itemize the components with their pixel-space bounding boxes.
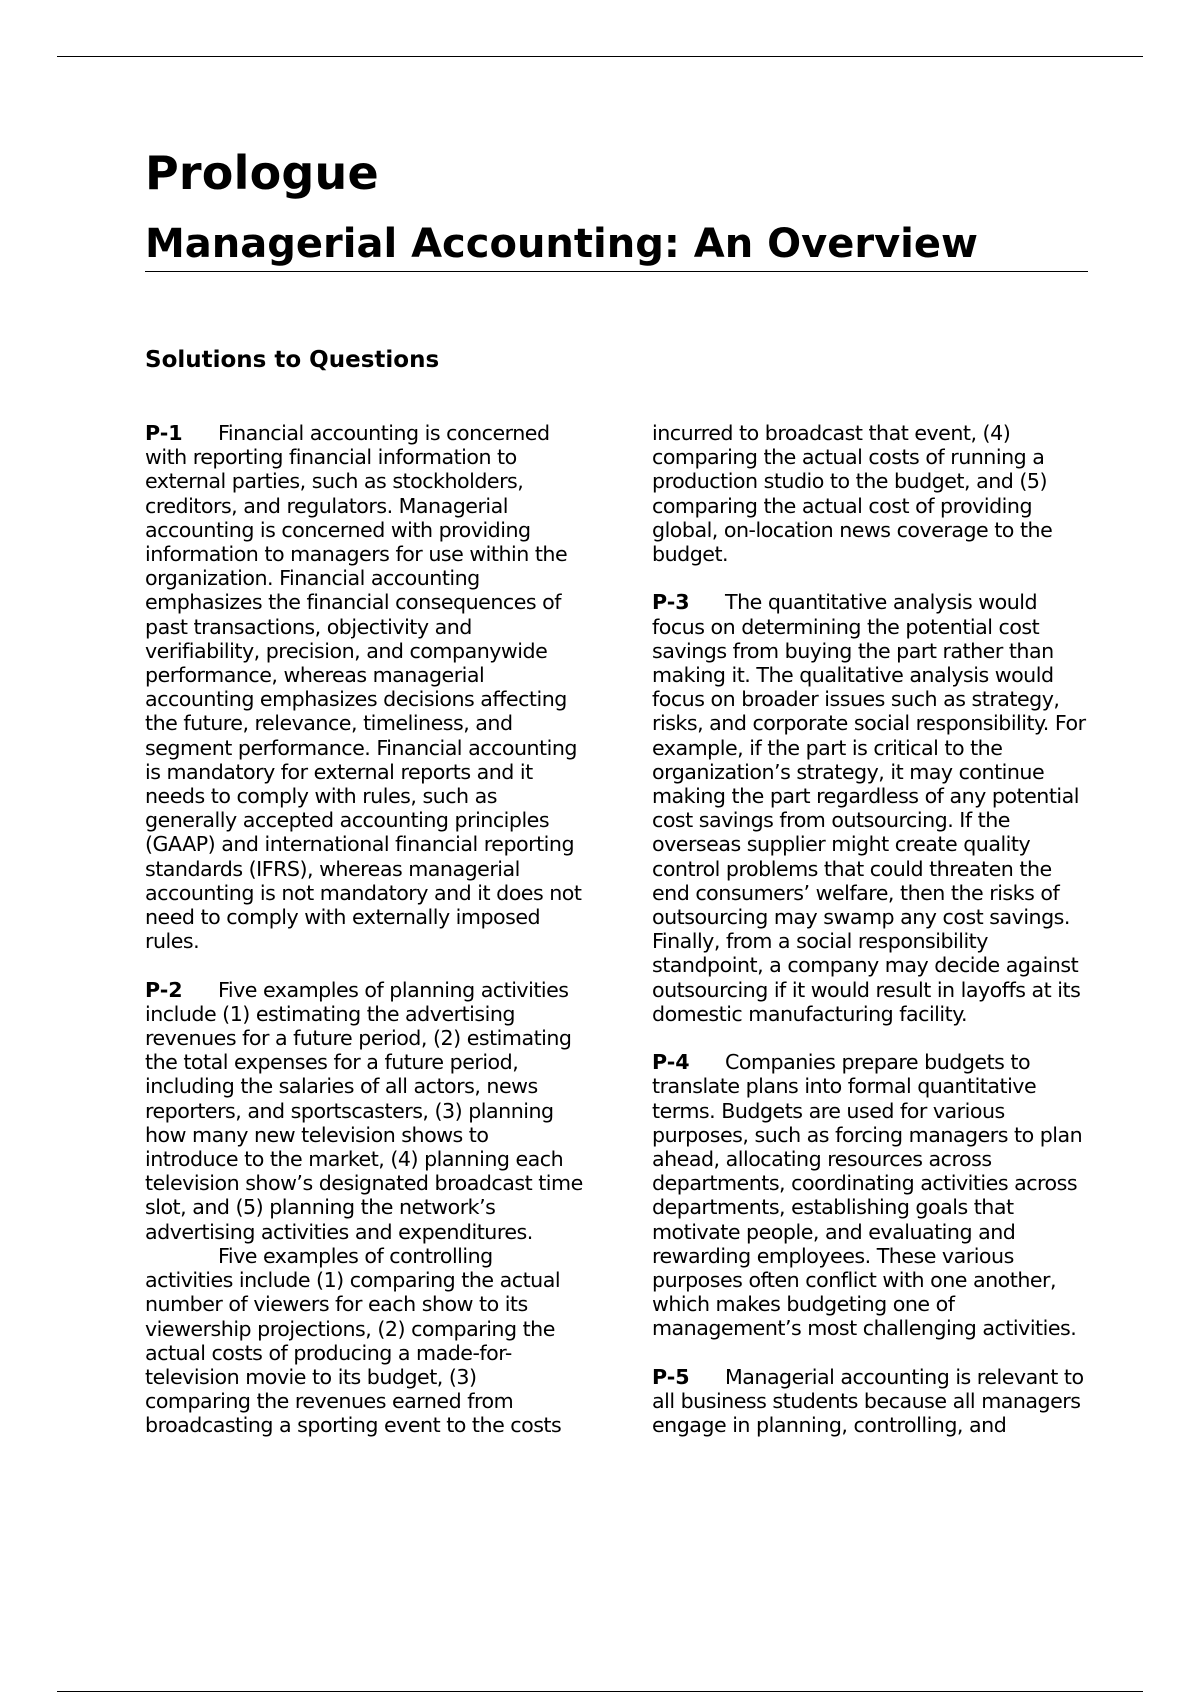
text-line: production studio to the budget, and (5) — [652, 469, 1048, 494]
question-first-line: P-1 Financial accounting is concerned — [145, 421, 550, 445]
text-line: organization’s strategy, it may continue — [652, 759, 1045, 784]
text-line: outsourcing if it would result in layoffs at its — [652, 977, 1081, 1002]
text-line: reporters, and sportscasters, (3) planning — [145, 1098, 554, 1123]
text-line: (GAAP) and international financial reporting — [145, 832, 575, 857]
text-line: savings from buying the part rather than — [652, 638, 1054, 663]
question-number: P-5 — [652, 1364, 690, 1389]
question-p2-continued — [652, 421, 1098, 566]
question-first-line: P-3 The quantitative analysis would — [652, 590, 1038, 615]
text-line: focus on determining the potential cost — [652, 614, 1040, 639]
text-line: end consumers’ welfare, then the risks of — [652, 880, 1060, 905]
text-line: which makes budgeting one of — [652, 1292, 955, 1317]
text-line: rewarding employees. These various — [652, 1243, 1014, 1268]
question-first-line: P-4 Companies prepare budgets to — [652, 1050, 1031, 1075]
text-line: management’s most challenging activities. — [652, 1316, 1077, 1341]
chapter-subtitle: Managerial Accounting: An Overview — [145, 221, 1088, 272]
text-line: including the salaries of all actors, news — [145, 1074, 538, 1099]
text-line: translate plans into formal quantitative — [652, 1074, 1037, 1099]
text-line: television show’s designated broadcast time — [145, 1171, 583, 1196]
text-line: slot, and (5) planning the network’s — [145, 1195, 496, 1220]
text-line: departments, coordinating activities across — [652, 1171, 1078, 1196]
bottom-rule — [57, 1691, 1143, 1692]
text-line: comparing the actual costs of running a — [652, 445, 1045, 470]
text-line: with reporting financial information to — [145, 445, 517, 470]
text-line: engage in planning, controlling, and — [652, 1413, 1007, 1438]
question-number: P-4 — [652, 1050, 690, 1075]
text-line: segment performance. Financial accounting — [145, 735, 577, 760]
text-line: making the part regardless of any potential — [652, 784, 1079, 809]
text-line: external parties, such as stockholders, — [145, 469, 524, 494]
text-line: comparing the revenues earned from — [145, 1389, 514, 1414]
text-line: standards (IFRS), whereas managerial — [145, 856, 520, 881]
question-number: P-2 — [145, 977, 183, 1002]
text-line: ahead, allocating resources across — [652, 1147, 992, 1172]
top-rule — [57, 56, 1143, 57]
text-line: example, if the part is critical to the — [652, 735, 1003, 760]
text-line: standpoint, a company may decide against — [652, 953, 1079, 978]
text-line: making it. The qualitative analysis would — [652, 663, 1054, 688]
text-line: advertising activities and expenditures. — [145, 1219, 533, 1244]
text-line: past transactions, objectivity and — [145, 614, 472, 639]
text-line: purposes, such as forcing managers to plan — [652, 1122, 1083, 1147]
question-p5 — [652, 1365, 1098, 1438]
text-line: organization. Financial accounting — [145, 566, 480, 591]
text-line: need to comply with externally imposed — [145, 905, 541, 930]
text-line: global, on-location news coverage to the — [652, 517, 1053, 542]
question-number: P-1 — [145, 421, 183, 445]
indented-line: Five examples of controlling — [218, 1243, 493, 1268]
text-line: Finally, from a social responsibility — [652, 929, 988, 954]
text-line: rules. — [145, 929, 200, 954]
text-line: information to managers for use within the — [145, 542, 568, 567]
text-line: incurred to broadcast that event, (4) — [652, 421, 1011, 445]
text-line: broadcasting a sporting event to the costs — [145, 1413, 562, 1438]
text-line: terms. Budgets are used for various — [652, 1098, 1005, 1123]
text-line: introduce to the market, (4) planning each — [145, 1147, 564, 1172]
text-line: revenues for a future period, (2) estimating — [145, 1026, 572, 1051]
text-line: is mandatory for external reports and it — [145, 759, 533, 784]
text-line: television movie to its budget, (3) — [145, 1364, 477, 1389]
text-line: risks, and corporate social responsibility. For — [652, 711, 1086, 736]
text-line: activities include (1) comparing the actual — [145, 1268, 561, 1293]
text-line: the total expenses for a future period, — [145, 1050, 519, 1075]
text-line: how many new television shows to — [145, 1122, 489, 1147]
text-line: departments, establishing goals that — [652, 1195, 1014, 1220]
chapter-title: Prologue — [145, 146, 379, 200]
text-line: performance, whereas managerial — [145, 663, 485, 688]
text-line: domestic manufacturing facility. — [652, 1001, 967, 1026]
text-line: number of viewers for each show to its — [145, 1292, 528, 1317]
left-column — [145, 421, 585, 1462]
section-heading: Solutions to Questions — [145, 347, 440, 373]
text-line: control problems that could threaten the — [652, 856, 1052, 881]
text-line: budget. — [652, 542, 729, 567]
text-line: the future, relevance, timeliness, and — [145, 711, 513, 736]
text-line: accounting emphasizes decisions affecting — [145, 687, 567, 712]
question-p3 — [652, 590, 1098, 1026]
text-line: accounting is not mandatory and it does not — [145, 880, 582, 905]
text-line: needs to comply with rules, such as — [145, 784, 497, 809]
text-line: overseas supplier might create quality — [652, 832, 1031, 857]
text-line: viewership projections, (2) comparing the — [145, 1316, 555, 1341]
question-number: P-3 — [652, 590, 690, 615]
text-line: creditors, and regulators. Managerial — [145, 493, 508, 518]
text-line: outsourcing may swamp any cost savings. — [652, 905, 1070, 930]
question-p2 — [145, 978, 585, 1438]
question-p1 — [145, 421, 585, 953]
question-first-line: P-2 Five examples of planning activities — [145, 977, 569, 1002]
text-line: motivate people, and evaluating and — [652, 1219, 1016, 1244]
right-column — [652, 421, 1098, 1462]
text-line: generally accepted accounting principles — [145, 808, 550, 833]
text-line: actual costs of producing a made-for- — [145, 1340, 512, 1365]
text-line: comparing the actual cost of providing — [652, 493, 1033, 518]
text-line: all business students because all managers — [652, 1389, 1081, 1414]
text-line: focus on broader issues such as strategy, — [652, 687, 1060, 712]
text-line: verifiability, precision, and companywide — [145, 638, 548, 663]
question-first-line: P-5 Managerial accounting is relevant to — [652, 1364, 1084, 1389]
question-p4 — [652, 1050, 1098, 1340]
text-line: purposes often conflict with one another, — [652, 1268, 1057, 1293]
text-line: cost savings from outsourcing. If the — [652, 808, 1010, 833]
text-line: emphasizes the financial consequences of — [145, 590, 561, 615]
text-line: include (1) estimating the advertising — [145, 1001, 515, 1026]
text-line: accounting is concerned with providing — [145, 517, 531, 542]
